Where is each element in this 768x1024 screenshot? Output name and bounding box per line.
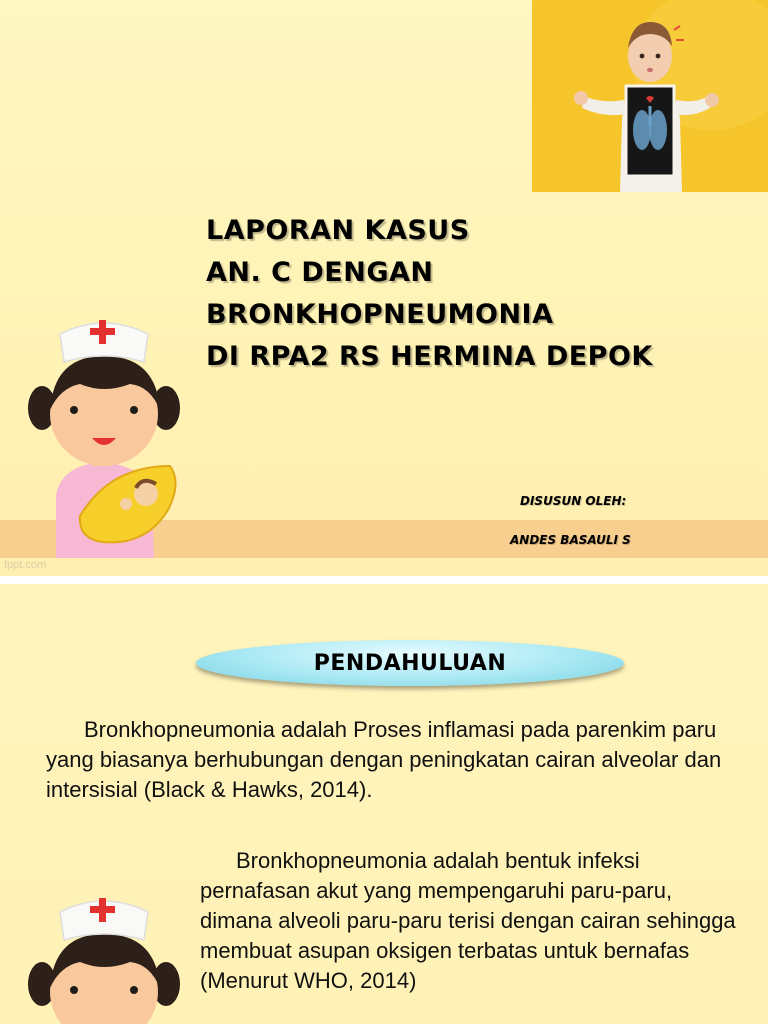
baby-holding-xray-photo — [532, 0, 768, 192]
nurse-illustration — [20, 884, 190, 1024]
prepared-by-label: DISUSUN OLEH: — [520, 494, 627, 508]
paragraph-1: Bronkhopneumonia adalah Proses inflamasi pada parenkim paru yang biasanya berhubungan dengan peningkatan cairan alveolar dan intersisial (Black & Hawks, 2014). — [46, 717, 722, 802]
author-name: ANDES BASAULI S — [510, 533, 631, 547]
section-heading: PENDAHULUAN — [313, 650, 507, 676]
paragraph-2: Bronkhopneumonia adalah bentuk infeksi pernafasan akut yang mempengaruhi paru-paru, dimana alveoli paru-paru terisi dengan cairan sehingga membuat asupan oksigen terbatas untuk bernafas (Menurut WHO, 2014) — [200, 848, 736, 993]
nurse-with-baby-illustration — [20, 306, 190, 558]
title-line-2: AN. C DENGAN — [206, 257, 434, 288]
presentation-title — [206, 210, 653, 378]
title-line-1: LAPORAN KASUS — [206, 215, 470, 246]
introduction-slide — [0, 584, 768, 1024]
title-line-3: BRONKHOPNEUMONIA — [206, 299, 554, 330]
slide-separator — [0, 576, 768, 584]
watermark: fppt.com — [4, 559, 47, 571]
title-line-4: DI RPA2 RS HERMINA DEPOK — [206, 341, 653, 372]
section-heading-pill — [196, 640, 624, 686]
